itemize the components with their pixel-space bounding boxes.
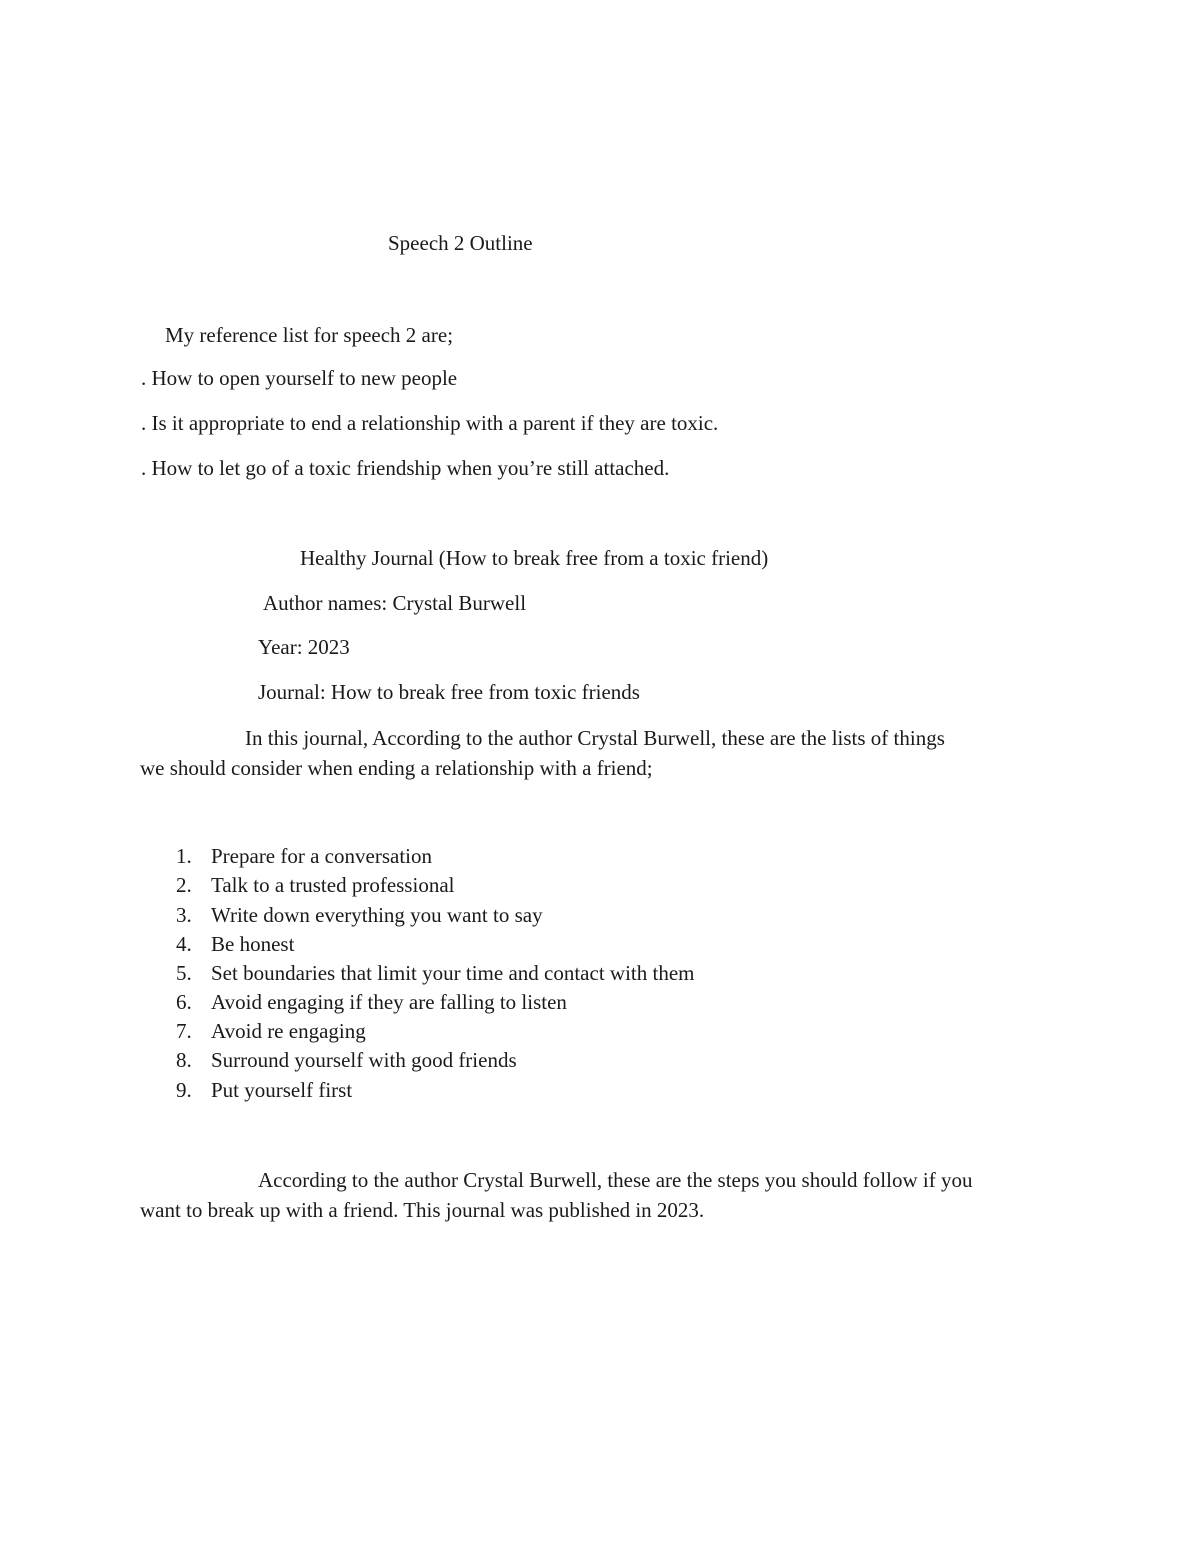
list-number: 8. — [176, 1048, 192, 1072]
list-text: Surround yourself with good friends — [211, 1048, 517, 1072]
list-text: Avoid engaging if they are falling to listen — [211, 990, 567, 1014]
closing-paragraph-line: want to break up with a friend. This journal was published in 2023. — [140, 1198, 705, 1222]
list-number: 7. — [176, 1019, 192, 1043]
list-number: 6. — [176, 990, 192, 1014]
list-number: 9. — [176, 1078, 192, 1102]
list-text: Set boundaries that limit your time and contact with them — [211, 961, 695, 985]
list-number: 3. — [176, 903, 192, 927]
source-year: Year: 2023 — [258, 635, 350, 659]
reference-item: . How to let go of a toxic friendship when you’re still attached. — [141, 456, 670, 480]
list-text: Put yourself first — [211, 1078, 353, 1102]
list-text: Talk to a trusted professional — [211, 873, 455, 897]
list-number: 2. — [176, 873, 192, 897]
list-text: Prepare for a conversation — [211, 844, 432, 868]
reference-item: . How to open yourself to new people — [141, 366, 458, 390]
list-number: 4. — [176, 932, 192, 956]
references-intro: My reference list for speech 2 are; — [165, 323, 454, 347]
page-title: Speech 2 Outline — [388, 231, 533, 255]
list-number: 1. — [176, 844, 192, 868]
source-journal: Journal: How to break free from toxic friends — [258, 680, 640, 704]
list-text: Write down everything you want to say — [211, 903, 543, 927]
summary-paragraph-line: we should consider when ending a relationship with a friend; — [140, 756, 653, 780]
source-heading: Healthy Journal (How to break free from a toxic friend) — [300, 546, 769, 570]
list-number: 5. — [176, 961, 192, 985]
closing-paragraph-line: According to the author Crystal Burwell, these are the steps you should follow if you — [258, 1168, 973, 1192]
list-text: Be honest — [211, 932, 295, 956]
summary-paragraph-line: In this journal, According to the author Crystal Burwell, these are the lists of things — [245, 726, 945, 750]
list-text: Avoid re engaging — [211, 1019, 366, 1043]
source-author: Author names: Crystal Burwell — [263, 591, 527, 615]
reference-item: . Is it appropriate to end a relationship with a parent if they are toxic. — [141, 411, 719, 435]
